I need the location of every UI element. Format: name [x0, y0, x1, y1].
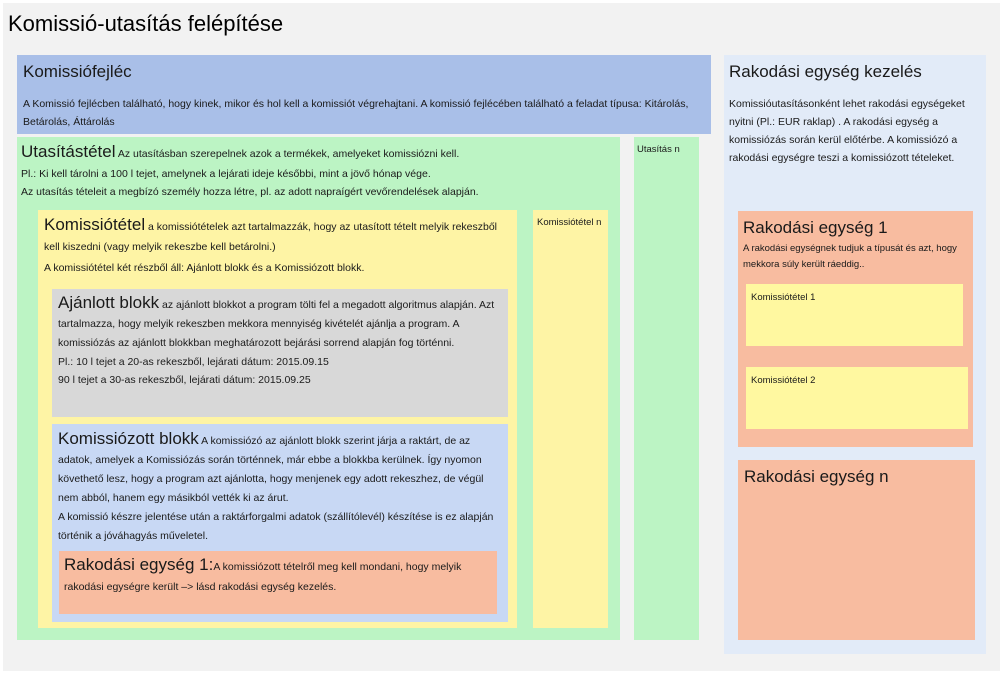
offered-block-inline: az ajánlott blokkot a program tölti fel a megadott algoritmus alapján. Azt tartalmazza, hogy melyik rekeszben mekkora mennyiség kivételét ajánlja a program. A komissiózás az ajánlott blokkban meghatározott bejárási sorrend alapján fog történni.: [58, 299, 495, 349]
hu-1-text: A rakodási egységnek tudjuk a típusát és azt, hogy mekkora súly került ráeddig..: [743, 243, 957, 270]
hu-n-box: [738, 460, 975, 640]
item-box-line2: Pl.: Ki kell tárolni a 100 l tejet, amelynek a lejárati ideje későbbi, mint a jövő hónap vége.: [21, 168, 431, 180]
item-box-line3: Az utasítás tételeit a megbízó személy hozza létre, pl. az adott napraígért vevőrendelések alapján.: [21, 186, 479, 198]
item-n-label: Utasítás n: [637, 144, 680, 155]
picked-block-heading: [58, 429, 502, 508]
handling-unit-inner-title: Rakodási egység 1:: [64, 555, 214, 574]
item-n-box: [634, 137, 699, 640]
item-box-inline: Az utasításban szerepelnek azok a termékek, amelyeket komissiózni kell.: [117, 148, 460, 160]
offered-block-line2: Pl.: 10 l tejet a 20-as rekeszből, lejárati dátum: 2015.09.15: [58, 356, 329, 368]
hu-1-item-1: [746, 284, 963, 346]
picked-block-line2: A komissió készre jelentése után a raktárforgalmi adatok (szállítólevél) készítése is ez alapján történik a jóváhagyás műveletel.: [58, 511, 494, 542]
header-box-title: Komissiófejléc: [23, 62, 132, 81]
item-box-heading: [21, 141, 616, 165]
comm-item-n-label: Komissiótétel n: [537, 217, 602, 228]
hu-management-title: Rakodási egység kezelés: [729, 62, 922, 81]
offered-block-box: [52, 289, 508, 417]
hu-1-item-2-label: Komissiótétel 2: [751, 375, 816, 386]
hu-management-text: Komissióutasításonként lehet rakodási egységeket nyitni (Pl.: EUR raklap) . A rakodási egység a komissiózás során kerül előtérbe. A komissiózó a rakodási egységre teszi a komissiózott tételeket.: [729, 98, 965, 164]
picked-block-title: Komissiózott blokk: [58, 429, 199, 448]
handling-unit-inner-box: [59, 551, 497, 614]
comm-item-heading: [44, 215, 511, 257]
handling-unit-inner-heading: [64, 555, 492, 597]
page-title: Komissió-utasítás felépítése: [8, 11, 284, 36]
comm-item-line2: A komissiótétel két részből áll: Ajánlott blokk és a Komissiózott blokk.: [44, 262, 365, 274]
hu-n-title: Rakodási egység n: [744, 467, 889, 486]
header-box: [17, 55, 711, 134]
item-box-title: Utasítástétel: [21, 142, 116, 161]
offered-block-heading: [58, 293, 502, 353]
comm-item-inline: a komissiótételek azt tartalmazzák, hogy az utasított tételt melyik rekeszből kell kiszedni (vagy melyik rekeszbe kell betárolni.): [44, 221, 498, 253]
picked-block-inline: A komissiózó az ajánlott blokk szerint járja a raktárt, de az adatok, amelyek a Komissiózás során történnek, már ebbe a blokkba kerülnek. Így nyomon követhető lesz, hogy a program azt ajánlotta, hogy menjenek egy adott rekeszhez, de végül nem abból, hanem egy másikból vették ki az árut.: [58, 435, 484, 504]
offered-block-title: Ajánlott blokk: [58, 293, 160, 312]
offered-block-line3: 90 l tejet a 30-as rekeszből, lejárati dátum: 2015.09.25: [58, 374, 311, 386]
comm-item-n-box: [533, 210, 608, 628]
hu-1-item-2: [746, 367, 968, 429]
comm-item-title: Komissiótétel: [44, 215, 146, 234]
hu-1-item-1-label: Komissiótétel 1: [751, 292, 816, 303]
handling-unit-inner-inline: A komissiózott tételről meg kell mondani, hogy melyik rakodási egységre került –> lásd rakodási egység kezelés.: [64, 561, 462, 593]
header-box-text: A Komissió fejlécben található, hogy kinek, mikor és hol kell a komissiót végrehajtani. A komissió fejlécében található a feladat típusa: Kitárolás, Betárolás, Áttárolás: [23, 98, 689, 128]
hu-1-title: Rakodási egység 1: [743, 218, 888, 237]
